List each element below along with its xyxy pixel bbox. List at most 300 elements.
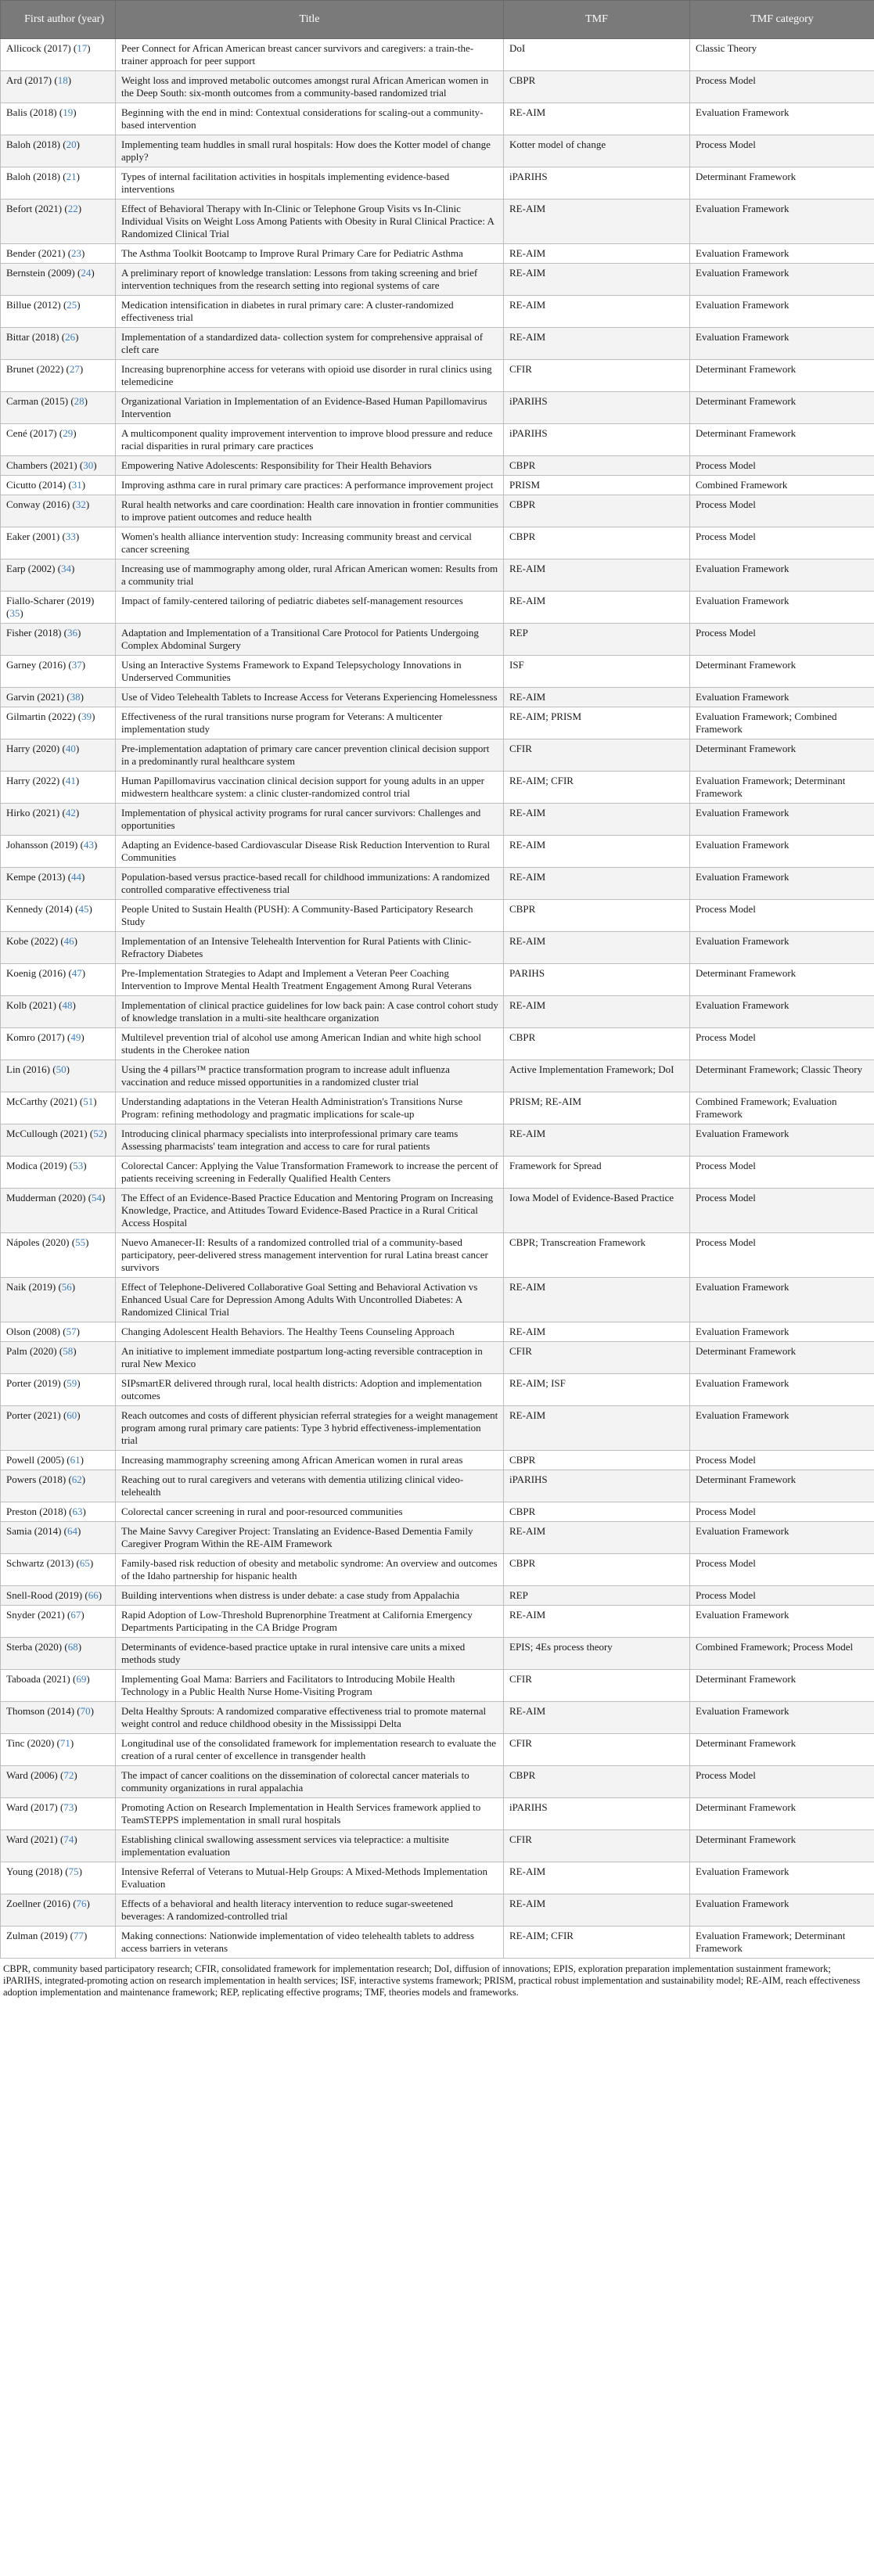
reference-link[interactable]: 29 (63, 427, 74, 439)
cell-tmf-category: Evaluation Framework (690, 1124, 874, 1157)
author-year: Cené (2017) (6, 427, 57, 439)
cell-author: Ard (2017) (18) (1, 71, 116, 103)
cell-tmf: iPARIHS (504, 424, 690, 456)
cell-tmf-category: Evaluation Framework (690, 592, 874, 624)
author-year: Carman (2015) (6, 395, 69, 407)
table-row (1, 200, 874, 244)
cell-author: Samia (2014) (64) (1, 1522, 116, 1554)
cell-tmf: DoI (504, 39, 690, 71)
table-row (1, 1233, 874, 1278)
reference-link[interactable]: 35 (9, 607, 20, 619)
reference-link[interactable]: 60 (67, 1409, 77, 1421)
cell-title: Empowering Native Adolescents: Responsibility for Their Health Behaviors (116, 456, 504, 476)
reference-link[interactable]: 56 (61, 1281, 72, 1293)
reference-link[interactable]: 27 (69, 363, 80, 375)
cell-tmf-category: Determinant Framework (690, 1734, 874, 1766)
cell-tmf: iPARIHS (504, 1470, 690, 1502)
cell-author: Ward (2021) (74) (1, 1830, 116, 1862)
cell-title: Implementing team huddles in small rural hospitals: How does the Kotter model of change apply? (116, 135, 504, 167)
author-year: Taboada (2021) (6, 1673, 70, 1685)
cell-author: Kolb (2021) (48) (1, 996, 116, 1028)
reference-link[interactable]: 52 (93, 1128, 104, 1139)
cell-tmf-category: Determinant Framework; Classic Theory (690, 1060, 874, 1092)
table-row (1, 1702, 874, 1734)
table-row (1, 71, 874, 103)
author-year: Billue (2012) (6, 299, 61, 311)
cell-tmf-category: Evaluation Framework (690, 868, 874, 900)
cell-title: Adapting an Evidence-based Cardiovascular Disease Risk Reduction Intervention to Rural Communities (116, 836, 504, 868)
reference-link[interactable]: 62 (71, 1473, 82, 1485)
cell-tmf: CFIR (504, 1670, 690, 1702)
table-row (1, 1766, 874, 1798)
cell-author: Zulman (2019) (77) (1, 1927, 116, 1959)
reference-link[interactable]: 34 (61, 563, 72, 574)
table-row (1, 707, 874, 739)
cell-tmf: CBPR (504, 71, 690, 103)
cell-tmf: RE-AIM (504, 296, 690, 328)
reference-link[interactable]: 25 (67, 299, 77, 311)
cell-title: Changing Adolescent Health Behaviors. The Healthy Teens Counseling Approach (116, 1322, 504, 1342)
cell-tmf-category: Process Model (690, 1451, 874, 1470)
table-row (1, 456, 874, 476)
cell-tmf: CBPR (504, 1554, 690, 1586)
cell-author: McCullough (2021) (52) (1, 1124, 116, 1157)
table-row (1, 103, 874, 135)
reference-link[interactable]: 68 (67, 1641, 78, 1653)
author-year: Allicock (2017) (6, 42, 71, 54)
cell-title: Implementing Goal Mama: Barriers and Facilitators to Introducing Mobile Health Technology in a Public Health Nurse Home-Visiting Program (116, 1670, 504, 1702)
cell-title: The Asthma Toolkit Bootcamp to Improve Rural Primary Care for Pediatric Asthma (116, 244, 504, 264)
cell-tmf-category: Determinant Framework (690, 739, 874, 772)
table-row (1, 1322, 874, 1342)
cell-tmf-category: Evaluation Framework; Determinant Framework (690, 772, 874, 804)
cell-title: A multicomponent quality improvement intervention to improve blood pressure and reduce racial disparities in rural primary care practices (116, 424, 504, 456)
table-row (1, 1670, 874, 1702)
cell-tmf-category: Determinant Framework (690, 656, 874, 688)
table-row (1, 1586, 874, 1606)
reference-link[interactable]: 76 (76, 1898, 87, 1909)
cell-tmf: EPIS; 4Es process theory (504, 1638, 690, 1670)
reference-link[interactable]: 37 (71, 659, 82, 671)
table-row (1, 1554, 874, 1586)
cell-title: Implementation of clinical practice guidelines for low back pain: A case control cohort study of knowledge translation in a multi-site healthcare organization (116, 996, 504, 1028)
reference-link[interactable]: 46 (63, 935, 74, 947)
cell-author: Bernstein (2009) (24) (1, 264, 116, 296)
cell-tmf: CBPR (504, 1766, 690, 1798)
reference-link[interactable]: 47 (71, 967, 82, 979)
table-row (1, 1894, 874, 1927)
reference-link[interactable]: 45 (78, 903, 89, 915)
author-year: Tinc (2020) (6, 1737, 55, 1749)
cell-tmf-category: Evaluation Framework (690, 328, 874, 360)
cell-title: The Effect of an Evidence-Based Practice Education and Mentoring Program on Increasing Knowledge, Practice, and Attitudes Toward Evidence-Based Practice in a Rural Critical Access Hospital (116, 1189, 504, 1233)
cell-tmf: CFIR (504, 1342, 690, 1374)
cell-title: Effect of Telephone-Delivered Collaborative Goal Setting and Behavioral Activation vs Enhanced Usual Care for Depression Among Adults With Uncontrolled Diabetes: A Randomized Clinical Trial (116, 1278, 504, 1322)
cell-tmf: Kotter model of change (504, 135, 690, 167)
cell-tmf-category: Evaluation Framework (690, 932, 874, 964)
cell-author: Komro (2017) (49) (1, 1028, 116, 1060)
reference-link[interactable]: 75 (68, 1865, 79, 1877)
author-year: Befort (2021) (6, 203, 63, 214)
table-row (1, 1862, 874, 1894)
cell-author: Preston (2018) (63) (1, 1502, 116, 1522)
reference-link[interactable]: 61 (70, 1454, 81, 1466)
cell-title: Weight loss and improved metabolic outcomes amongst rural African American women in the Deep South: six-month outcomes from a community-based randomized trial (116, 71, 504, 103)
cell-tmf-category: Process Model (690, 456, 874, 476)
cell-title: Improving asthma care in rural primary care practices: A performance improvement project (116, 476, 504, 495)
cell-tmf: CFIR (504, 1830, 690, 1862)
cell-tmf-category: Evaluation Framework; Combined Framework (690, 707, 874, 739)
cell-tmf-category: Process Model (690, 135, 874, 167)
cell-tmf: PRISM (504, 476, 690, 495)
cell-tmf: PRISM; RE-AIM (504, 1092, 690, 1124)
table-row (1, 1060, 874, 1092)
cell-title: Peer Connect for African American breast cancer survivors and caregivers: a train-the-trainer approach for peer support (116, 39, 504, 71)
reference-link[interactable]: 55 (75, 1236, 86, 1248)
author-year: Modica (2019) (6, 1160, 67, 1171)
cell-author: Snyder (2021) (67) (1, 1606, 116, 1638)
cell-title: Using the 4 pillars™ practice transformation program to increase adult influenza vaccination and reduce missed opportunities in a randomized cluster trial (116, 1060, 504, 1092)
reference-link[interactable]: 32 (75, 498, 86, 510)
cell-author: Nápoles (2020) (55) (1, 1233, 116, 1278)
reference-link[interactable]: 51 (83, 1096, 94, 1107)
cell-title: Colorectal cancer screening in rural and poor-resourced communities (116, 1502, 504, 1522)
table-row (1, 1028, 874, 1060)
cell-tmf: CBPR (504, 527, 690, 559)
header-row (1, 1, 874, 39)
header-author: First author (year) (1, 1, 116, 39)
reference-link[interactable]: 65 (79, 1557, 90, 1569)
table-row (1, 900, 874, 932)
reference-link[interactable]: 33 (65, 531, 76, 542)
reference-link[interactable]: 31 (71, 479, 82, 491)
cell-tmf: RE-AIM (504, 264, 690, 296)
reference-link[interactable]: 67 (70, 1609, 81, 1621)
author-year: Samia (2014) (6, 1525, 62, 1537)
table-row (1, 1522, 874, 1554)
reference-link[interactable]: 59 (67, 1377, 77, 1389)
cell-author: Sterba (2020) (68) (1, 1638, 116, 1670)
cell-tmf: REP (504, 624, 690, 656)
author-year: Bittar (2018) (6, 331, 59, 343)
cell-author: Koenig (2016) (47) (1, 964, 116, 996)
cell-title: Building interventions when distress is under debate: a case study from Appalachia (116, 1586, 504, 1606)
cell-author: Ward (2006) (72) (1, 1766, 116, 1798)
table-row (1, 476, 874, 495)
cell-tmf-category: Process Model (690, 527, 874, 559)
cell-author: Carman (2015) (28) (1, 392, 116, 424)
table-row (1, 244, 874, 264)
reference-link[interactable]: 44 (71, 871, 82, 883)
reference-link[interactable]: 23 (71, 247, 82, 259)
author-year: Brunet (2022) (6, 363, 64, 375)
cell-tmf-category: Determinant Framework (690, 424, 874, 456)
cell-tmf: RE-AIM; PRISM (504, 707, 690, 739)
author-year: Earp (2002) (6, 563, 56, 574)
cell-author: Balis (2018) (19) (1, 103, 116, 135)
reference-link[interactable]: 28 (74, 395, 85, 407)
cell-author: Befort (2021) (22) (1, 200, 116, 244)
cell-title: Reaching out to rural caregivers and veterans with dementia utilizing clinical video-telehealth (116, 1470, 504, 1502)
table-row (1, 739, 874, 772)
table-row (1, 167, 874, 200)
cell-author: Earp (2002) (34) (1, 559, 116, 592)
table-footnote: CBPR, community based participatory research; CFIR, consolidated framework for implementation research; DoI, diffusion of innovations; EPIS, exploration preparation implementation sustainment framework; iPARIHS, integrated-promoting action on research implementation in health services; ISF, interactive systems framework; PRISM, practical robust implementation and sustainability model; RE-AIM, reach effectiveness adoption implementation and maintenance framework; REP, replicating effective programs; TMF, theories models and frameworks. (3, 1963, 861, 1998)
reference-link[interactable]: 73 (63, 1801, 74, 1813)
cell-tmf-category: Evaluation Framework (690, 1522, 874, 1554)
author-year: Baloh (2018) (6, 139, 60, 150)
reference-link[interactable]: 38 (70, 691, 81, 703)
cell-title: Effects of a behavioral and health literacy intervention to reduce sugar-sweetened beverages: A randomized-controlled trial (116, 1894, 504, 1927)
cell-tmf: RE-AIM (504, 1124, 690, 1157)
cell-tmf-category: Process Model (690, 1766, 874, 1798)
table-row (1, 1798, 874, 1830)
cell-title: Beginning with the end in mind: Contextual considerations for scaling-out a community-based intervention (116, 103, 504, 135)
reference-link[interactable]: 36 (67, 627, 78, 639)
table-row (1, 688, 874, 707)
cell-title: Determinants of evidence-based practice uptake in rural intensive care units a mixed methods study (116, 1638, 504, 1670)
cell-tmf-category: Determinant Framework (690, 360, 874, 392)
table-row (1, 135, 874, 167)
cell-tmf-category: Determinant Framework (690, 1342, 874, 1374)
cell-tmf: Iowa Model of Evidence-Based Practice (504, 1189, 690, 1233)
cell-tmf-category: Classic Theory (690, 39, 874, 71)
author-year: Thomson (2014) (6, 1705, 75, 1717)
author-year: Schwartz (2013) (6, 1557, 74, 1569)
table-row (1, 1157, 874, 1189)
reference-link[interactable]: 41 (65, 775, 76, 786)
cell-author: Fiallo-Scharer (2019) (35) (1, 592, 116, 624)
cell-title: Use of Video Telehealth Tablets to Increase Access for Veterans Experiencing Homelessness (116, 688, 504, 707)
cell-tmf: RE-AIM (504, 688, 690, 707)
cell-author: Cené (2017) (29) (1, 424, 116, 456)
cell-title: Rapid Adoption of Low-Threshold Buprenorphine Treatment at California Emergency Departments Participating in the CA Bridge Program (116, 1606, 504, 1638)
author-year: Baloh (2018) (6, 171, 60, 182)
header-tmf-category: TMF category (690, 1, 874, 39)
author-year: Gilmartin (2022) (6, 711, 76, 722)
cell-title: Organizational Variation in Implementation of an Evidence-Based Human Papillomavirus Intervention (116, 392, 504, 424)
cell-title: Increasing buprenorphine access for veterans with opioid use disorder in rural clinics using telemedicine (116, 360, 504, 392)
cell-tmf: RE-AIM (504, 1322, 690, 1342)
reference-link[interactable]: 26 (65, 331, 76, 343)
author-year: Fiallo-Scharer (2019) (6, 595, 95, 606)
cell-tmf-category: Process Model (690, 1586, 874, 1606)
table-row (1, 424, 874, 456)
author-year: Garvin (2021) (6, 691, 65, 703)
cell-title: Promoting Action on Research Implementation in Health Services framework applied to TeamSTEPPS implementation in small rural hospitals (116, 1798, 504, 1830)
cell-author: Powell (2005) (61) (1, 1451, 116, 1470)
cell-tmf: RE-AIM; CFIR (504, 1927, 690, 1959)
reference-link[interactable]: 18 (57, 74, 68, 86)
reference-link[interactable]: 19 (63, 106, 74, 118)
cell-tmf-category: Evaluation Framework (690, 996, 874, 1028)
cell-tmf-category: Evaluation Framework (690, 296, 874, 328)
reference-link[interactable]: 20 (66, 139, 77, 150)
cell-title: Increasing mammography screening among African American women in rural areas (116, 1451, 504, 1470)
cell-tmf: iPARIHS (504, 392, 690, 424)
reference-link[interactable]: 63 (72, 1506, 83, 1517)
cell-tmf-category: Determinant Framework (690, 392, 874, 424)
cell-tmf: CBPR (504, 1451, 690, 1470)
cell-tmf: CBPR (504, 1028, 690, 1060)
reference-link[interactable]: 70 (80, 1705, 91, 1717)
cell-tmf: PARIHS (504, 964, 690, 996)
table-row (1, 527, 874, 559)
reference-link[interactable]: 43 (83, 839, 94, 851)
cell-title: Implementation of a standardized data- collection system for comprehensive appraisal of cleft care (116, 328, 504, 360)
cell-title: Introducing clinical pharmacy specialists into interprofessional primary care teams Assessing pharmacists' team integration and access to care for rural patients (116, 1124, 504, 1157)
reference-link[interactable]: 24 (81, 267, 92, 279)
reference-link[interactable]: 22 (67, 203, 78, 214)
cell-tmf: iPARIHS (504, 167, 690, 200)
cell-author: Modica (2019) (53) (1, 1157, 116, 1189)
cell-author: Zoellner (2016) (76) (1, 1894, 116, 1927)
cell-tmf-category: Evaluation Framework (690, 1894, 874, 1927)
reference-link[interactable]: 50 (56, 1063, 67, 1075)
cell-author: Lin (2016) (50) (1, 1060, 116, 1092)
table-row (1, 656, 874, 688)
reference-link[interactable]: 72 (63, 1769, 74, 1781)
reference-link[interactable]: 54 (92, 1192, 103, 1203)
cell-title: Implementation of an Intensive Telehealth Intervention for Rural Patients with Clinic-Refractory Diabetes (116, 932, 504, 964)
reference-link[interactable]: 58 (63, 1345, 74, 1357)
table-row (1, 39, 874, 71)
author-year: Lin (2016) (6, 1063, 50, 1075)
cell-tmf-category: Determinant Framework (690, 1670, 874, 1702)
author-year: Zulman (2019) (6, 1930, 68, 1941)
cell-tmf: RE-AIM (504, 932, 690, 964)
cell-author: Porter (2021) (60) (1, 1406, 116, 1451)
cell-author: Olson (2008) (57) (1, 1322, 116, 1342)
author-year: Fisher (2018) (6, 627, 62, 639)
author-year: Sterba (2020) (6, 1641, 63, 1653)
author-year: Bender (2021) (6, 247, 66, 259)
author-year: Ward (2021) (6, 1833, 58, 1845)
cell-tmf-category: Process Model (690, 1189, 874, 1233)
author-year: Mudderman (2020) (6, 1192, 86, 1203)
reference-link[interactable]: 42 (65, 807, 76, 818)
cell-tmf-category: Process Model (690, 495, 874, 527)
author-year: Harry (2020) (6, 743, 60, 754)
author-year: Ward (2006) (6, 1769, 58, 1781)
table-row (1, 868, 874, 900)
table-row (1, 996, 874, 1028)
reference-link[interactable]: 71 (59, 1737, 70, 1749)
table-row (1, 932, 874, 964)
author-year: Porter (2021) (6, 1409, 61, 1421)
reference-link[interactable]: 21 (66, 171, 77, 182)
reference-link[interactable]: 30 (83, 459, 94, 471)
reference-link[interactable]: 40 (65, 743, 76, 754)
cell-title: Intensive Referral of Veterans to Mutual-Help Groups: A Mixed-Methods Implementation Evaluation (116, 1862, 504, 1894)
reference-link[interactable]: 17 (77, 42, 88, 54)
cell-author: Bittar (2018) (26) (1, 328, 116, 360)
author-year: Nápoles (2020) (6, 1236, 70, 1248)
cell-tmf-category: Process Model (690, 624, 874, 656)
cell-title: Establishing clinical swallowing assessment services via telepractice: a multisite implementation evaluation (116, 1830, 504, 1862)
author-year: Preston (2018) (6, 1506, 67, 1517)
cell-title: Longitudinal use of the consolidated framework for implementation research to evaluate the creation of a rural center of excellence in transgender health (116, 1734, 504, 1766)
cell-title: Using an Interactive Systems Framework to Expand Telepsychology Innovations in Underserved Communities (116, 656, 504, 688)
cell-tmf: RE-AIM (504, 1862, 690, 1894)
reference-link[interactable]: 64 (67, 1525, 77, 1537)
reference-link[interactable]: 48 (62, 999, 73, 1011)
cell-tmf: CFIR (504, 1734, 690, 1766)
cell-tmf: RE-AIM (504, 1522, 690, 1554)
cell-author: Conway (2016) (32) (1, 495, 116, 527)
cell-tmf: CBPR (504, 1502, 690, 1522)
reference-link[interactable]: 53 (73, 1160, 84, 1171)
reference-link[interactable]: 49 (70, 1031, 81, 1043)
reference-link[interactable]: 66 (88, 1589, 99, 1601)
cell-author: Harry (2022) (41) (1, 772, 116, 804)
cell-title: Effect of Behavioral Therapy with In-Clinic or Telephone Group Visits vs In-Clinic Individual Visits on Weight Loss Among Patients with Obesity in Rural Clinical Practice: A Randomized Clinical Trial (116, 200, 504, 244)
cell-tmf: CFIR (504, 360, 690, 392)
cell-tmf-category: Evaluation Framework (690, 804, 874, 836)
cell-tmf: RE-AIM (504, 836, 690, 868)
table-row (1, 1124, 874, 1157)
cell-author: Eaker (2001) (33) (1, 527, 116, 559)
cell-title: Women's health alliance intervention study: Increasing community breast and cervical cancer screening (116, 527, 504, 559)
cell-tmf-category: Evaluation Framework (690, 264, 874, 296)
cell-title: Making connections: Nationwide implementation of video telehealth tablets to address access barriers in veterans (116, 1927, 504, 1959)
reference-link[interactable]: 74 (63, 1833, 74, 1845)
author-year: Kolb (2021) (6, 999, 56, 1011)
table-row (1, 1638, 874, 1670)
cell-author: Brunet (2022) (27) (1, 360, 116, 392)
cell-tmf-category: Evaluation Framework (690, 1322, 874, 1342)
author-year: Zoellner (2016) (6, 1898, 70, 1909)
cell-tmf-category: Determinant Framework (690, 1830, 874, 1862)
cell-tmf-category: Evaluation Framework (690, 836, 874, 868)
cell-tmf-category: Combined Framework; Process Model (690, 1638, 874, 1670)
cell-tmf: RE-AIM (504, 103, 690, 135)
cell-tmf: RE-AIM (504, 200, 690, 244)
table-row (1, 624, 874, 656)
cell-author: Young (2018) (75) (1, 1862, 116, 1894)
reference-link[interactable]: 77 (73, 1930, 84, 1941)
cell-author: Fisher (2018) (36) (1, 624, 116, 656)
cell-title: Adaptation and Implementation of a Transitional Care Protocol for Patients Undergoing Complex Abdominal Surgery (116, 624, 504, 656)
cell-title: Pre-Implementation Strategies to Adapt and Implement a Veteran Peer Coaching Intervention to Improve Mental Health Treatment Engagement Among Rural Veterans (116, 964, 504, 996)
reference-link[interactable]: 39 (81, 711, 92, 722)
table-row (1, 1470, 874, 1502)
cell-tmf-category: Evaluation Framework (690, 103, 874, 135)
cell-tmf: Active Implementation Framework; DoI (504, 1060, 690, 1092)
cell-tmf-category: Evaluation Framework (690, 1278, 874, 1322)
header-title: Title (116, 1, 504, 39)
table-header (1, 1, 874, 39)
reference-link[interactable]: 69 (76, 1673, 87, 1685)
author-year: Komro (2017) (6, 1031, 65, 1043)
cell-tmf-category: Process Model (690, 1028, 874, 1060)
cell-tmf: RE-AIM; ISF (504, 1374, 690, 1406)
table-row (1, 804, 874, 836)
cell-tmf-category: Evaluation Framework (690, 1862, 874, 1894)
table-body (1, 39, 874, 1959)
author-year: McCarthy (2021) (6, 1096, 77, 1107)
cell-tmf-category: Evaluation Framework (690, 1702, 874, 1734)
cell-author: Garney (2016) (37) (1, 656, 116, 688)
cell-tmf: RE-AIM (504, 1278, 690, 1322)
cell-title: Colorectal Cancer: Applying the Value Transformation Framework to increase the percent of patients receiving screening in Federally Qualified Health Centers (116, 1157, 504, 1189)
reference-link[interactable]: 57 (66, 1326, 77, 1337)
cell-tmf: CBPR (504, 900, 690, 932)
table-row (1, 1606, 874, 1638)
cell-author: Palm (2020) (58) (1, 1342, 116, 1374)
table-row (1, 1502, 874, 1522)
cell-tmf-category: Evaluation Framework; Determinant Framework (690, 1927, 874, 1959)
